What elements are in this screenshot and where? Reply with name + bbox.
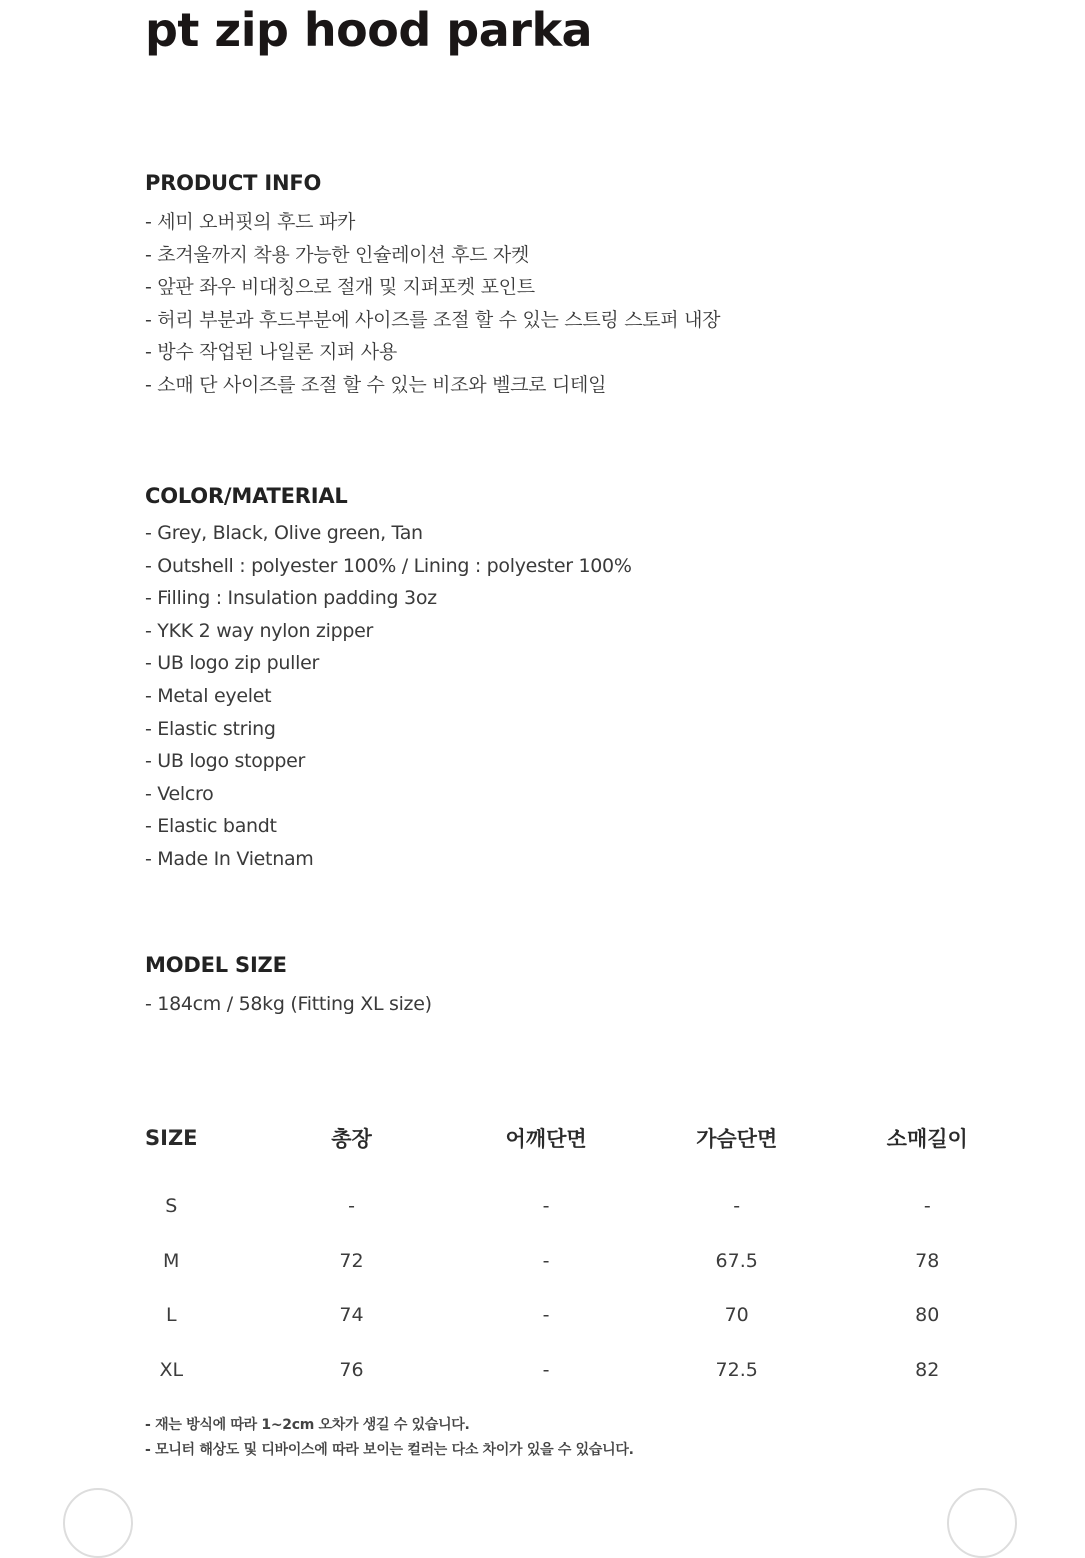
table-cell: 78 <box>915 1249 940 1272</box>
column-header-chest: 가슴단면 <box>696 1127 778 1151</box>
size-label: XL <box>159 1358 184 1381</box>
size-label: S <box>165 1195 178 1218</box>
table-cell: 80 <box>915 1304 940 1327</box>
list-item: - 세미 오버핏의 후드 파카 <box>145 206 720 239</box>
list-item: - Filling : Insulation padding 3oz <box>145 582 632 615</box>
list-item: - 초겨울까지 착용 가능한 인슐레이션 후드 자켓 <box>145 239 720 272</box>
column-header-shoulder: 어깨단면 <box>505 1127 587 1151</box>
spacer-cell <box>145 1156 968 1179</box>
table-header-row <box>145 1120 968 1156</box>
list-item: - Outshell : polyester 100% / Lining : polyester 100% <box>145 550 632 583</box>
column-header-total-length: 총장 <box>331 1127 372 1151</box>
list-item: - 소매 단 사이즈를 조절 할 수 있는 비조와 벨크로 디테일 <box>145 369 720 402</box>
table-row <box>145 1234 968 1289</box>
table-cell: 70 <box>724 1304 749 1327</box>
size-label: M <box>163 1249 180 1272</box>
section-heading: COLOR/MATERIAL <box>145 484 348 508</box>
table-row <box>145 1288 968 1343</box>
size-chart-table <box>145 1120 968 1397</box>
table-cell: - <box>923 1195 931 1218</box>
table-cell: - <box>542 1304 550 1327</box>
color-material-list <box>145 517 632 876</box>
table-cell: 67.5 <box>715 1249 758 1272</box>
list-item: - Metal eyelet <box>145 680 632 713</box>
table-cell: - <box>542 1358 550 1381</box>
table-row <box>145 1343 968 1398</box>
table-cell: 72 <box>339 1249 364 1272</box>
section-heading: PRODUCT INFO <box>145 171 322 195</box>
color-material-section <box>145 483 632 876</box>
table-cell: - <box>542 1195 550 1218</box>
table-row <box>145 1179 968 1234</box>
list-item: - YKK 2 way nylon zipper <box>145 615 632 648</box>
model-size-list <box>145 988 432 1021</box>
list-item: - Elastic string <box>145 713 632 746</box>
column-header-size: SIZE <box>145 1126 198 1150</box>
size-label: L <box>165 1304 177 1327</box>
table-cell: - <box>733 1195 741 1218</box>
table-spacer <box>145 1156 968 1179</box>
note-item: - 재는 방식에 따라 1~2cm 오차가 생길 수 있습니다. <box>145 1413 634 1438</box>
list-item: - 허리 부분과 후드부분에 사이즈를 조절 할 수 있는 스트링 스토퍼 내장 <box>145 304 720 337</box>
list-item: - 방수 작업된 나일론 지퍼 사용 <box>145 336 720 369</box>
list-item: - Grey, Black, Olive green, Tan <box>145 517 632 550</box>
table-cell: 76 <box>339 1358 364 1381</box>
measurement-notes <box>145 1413 634 1463</box>
column-header-sleeve: 소매길이 <box>886 1127 968 1151</box>
carousel-next-button[interactable] <box>947 1488 1017 1558</box>
list-item: - UB logo zip puller <box>145 647 632 680</box>
list-item: - Velcro <box>145 778 632 811</box>
carousel-prev-button[interactable] <box>63 1488 133 1558</box>
list-item: - 184cm / 58kg (Fitting XL size) <box>145 988 432 1021</box>
table-cell: - <box>542 1249 550 1272</box>
list-item: - Made In Vietnam <box>145 843 632 876</box>
table-cell: 74 <box>339 1304 364 1327</box>
model-size-section <box>145 952 432 1021</box>
list-item: - Elastic bandt <box>145 810 632 843</box>
section-heading: MODEL SIZE <box>145 953 287 977</box>
product-title: pt zip hood parka <box>145 3 593 57</box>
note-item: - 모니터 해상도 및 디바이스에 따라 보이는 컬러는 다소 차이가 있을 수 있습니다. <box>145 1438 634 1463</box>
list-item: - UB logo stopper <box>145 745 632 778</box>
product-info-list <box>145 206 720 402</box>
table-cell: 82 <box>915 1358 940 1381</box>
product-info-section <box>145 170 720 402</box>
list-item: - 앞판 좌우 비대칭으로 절개 및 지퍼포켓 포인트 <box>145 271 720 304</box>
table-cell: 72.5 <box>715 1358 758 1381</box>
table-cell: - <box>348 1195 355 1218</box>
